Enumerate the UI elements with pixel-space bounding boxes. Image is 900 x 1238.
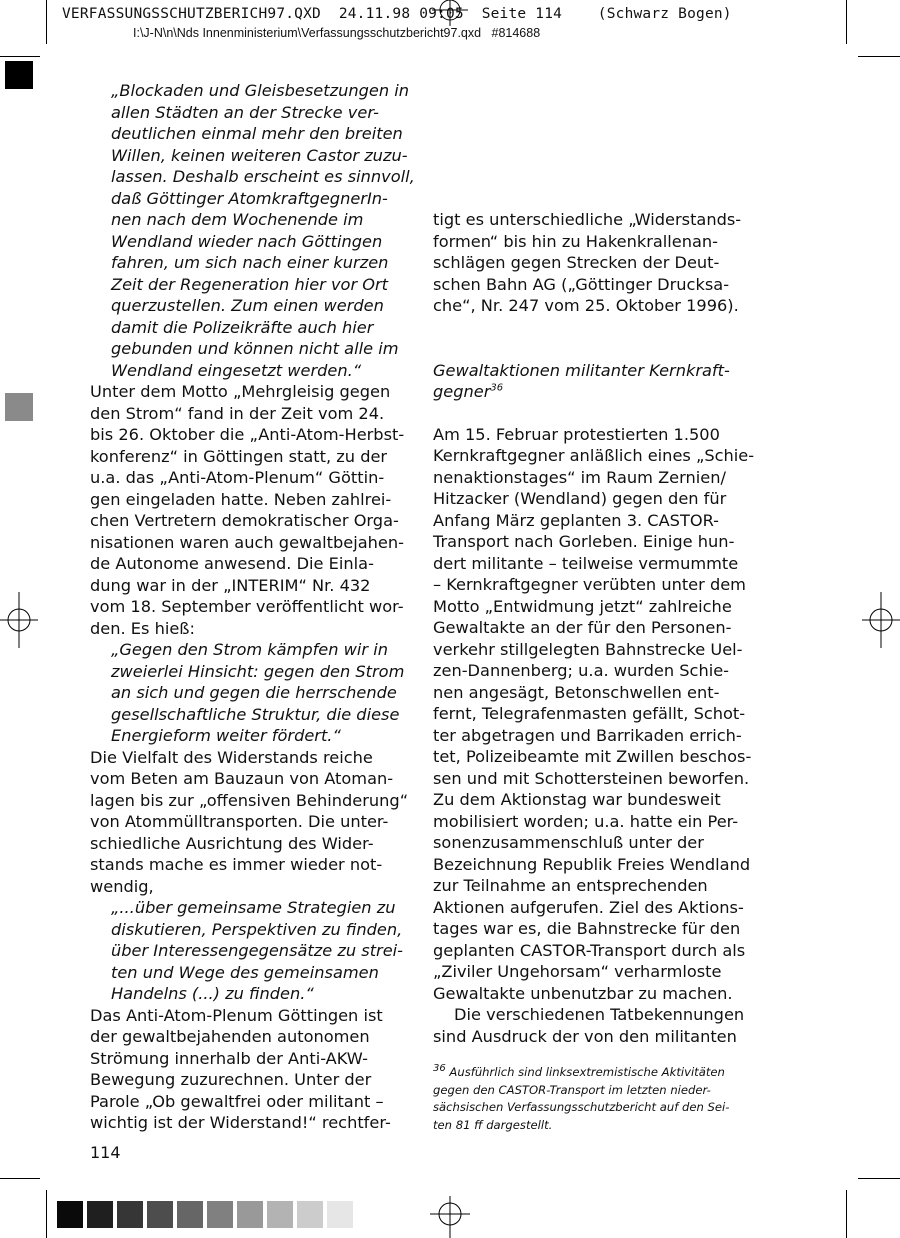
quote-line: Energieform weiter fördert.“: [111, 726, 341, 745]
text-line: verkehr stillgelegten Bahnstrecke Uel-: [433, 639, 743, 659]
text-line: sind Ausdruck der von den militanten: [433, 1026, 737, 1046]
section-heading: gegner$^{36}$: [433, 382, 504, 401]
text-line: chen Vertretern demokratischer Orga-: [90, 511, 399, 530]
text-line: Zu dem Aktionstag war bundesweit: [433, 790, 721, 809]
text-line: tet, Polizeibeamte mit Zwillen beschos-: [433, 747, 752, 766]
quote-line: über Interessengegensätze zu strei-: [111, 941, 403, 960]
footnote-line: ten 81 ff dargestellt.: [433, 1117, 553, 1132]
color-swatch: [87, 1201, 113, 1228]
footnote-line: Ausführlich sind linksextremistische Aktivitäten: [445, 1065, 725, 1079]
quote-line: gesellschaftliche Struktur, die diese: [111, 704, 400, 724]
text-line: lagen bis zur „offensiven Behinderung“: [90, 790, 409, 810]
text-line: tages war es, die Bahnstrecke für den: [433, 919, 741, 938]
text-line: bis 26. Oktober die „Anti-Atom-Herbst-: [90, 425, 405, 444]
crosshair-icon: [0, 592, 40, 648]
quote-line: Zeit der Regeneration hier vor Ort: [111, 274, 389, 294]
text-line: – Kernkraftgegner verübten unter dem: [433, 575, 746, 594]
quote-line: querzustellen. Zum einen werden: [111, 296, 384, 315]
text-line: Anfang März geplanten 3. CASTOR-: [433, 510, 720, 530]
text-line: zur Teilnahme an entsprechenden: [433, 876, 708, 895]
color-swatch: [177, 1201, 203, 1228]
color-swatch: [57, 1201, 83, 1228]
crop-mark: [858, 56, 900, 57]
text-line: vom Beten am Bauzaun von Atoman-: [90, 769, 394, 788]
page-number: 114: [90, 1143, 121, 1162]
footnote-reference[interactable]: 36: [490, 382, 504, 394]
crosshair-icon: [426, 0, 474, 26]
text-line: Die Vielfalt des Widerstands reiche: [90, 747, 373, 767]
quote-line: „Gegen den Strom kämpfen wir in: [111, 640, 388, 659]
footnote: [433, 1064, 753, 1082]
footnote-line: sächsischen Verfassungsschutzbericht auf den Sei-: [433, 1100, 730, 1114]
text-line: wichtig ist der Widerstand!“ rechtfer-: [90, 1113, 391, 1132]
text-line: Aktionen aufgerufen. Ziel des Aktions-: [433, 897, 744, 917]
text-line: „Ziviler Ungehorsam“ verharmloste: [433, 962, 722, 981]
text-line: u.a. das „Anti-Atom-Plenum“ Göttin-: [90, 468, 385, 487]
crop-mark: [846, 0, 847, 44]
continuation-paragraph: [433, 209, 753, 317]
color-swatch: [117, 1201, 143, 1228]
color-swatch: [207, 1201, 233, 1228]
quote-line: Wendland wieder nach Göttingen: [111, 231, 383, 251]
text-line: schen Bahn AG („Göttinger Drucksa-: [433, 274, 730, 294]
text-line: vom 18. September veröffentlicht wor-: [90, 597, 404, 616]
text-line: den Strom“ fand in der Zeit vom 24.: [90, 403, 385, 423]
quote-line: „Blockaden und Gleisbesetzungen in: [111, 81, 409, 100]
crop-mark: [46, 0, 47, 44]
crop-mark: [0, 56, 40, 57]
text-line: gen eingeladen hatte. Neben zahlrei-: [90, 489, 392, 509]
text-line: Motto „Entwidmung jetzt“ zahlreiche: [433, 596, 732, 616]
text-line: stands mache es immer wieder not-: [90, 855, 383, 874]
text-line: nenaktionstages“ im Raum Zernien/: [433, 467, 726, 487]
color-swatch: [267, 1201, 293, 1228]
footnote-line: gegen den CASTOR-Transport im letzten nieder-: [433, 1082, 711, 1097]
quote-line: an sich und gegen die herrschende: [111, 683, 397, 702]
text-line: de Autonome anwesend. Die Einla-: [90, 554, 374, 573]
text-line: Strömung innerhalb der Anti-AKW-: [90, 1048, 368, 1068]
text-line: formen“ bis hin zu Hakenkrallenan-: [433, 231, 719, 251]
text-line: dert militante – teilweise vermummte: [433, 553, 739, 573]
quote-line: Wendland eingesetzt werden.“: [111, 360, 362, 380]
quote-line: Handelns (...) zu finden.“: [111, 984, 314, 1003]
slug-line: VERFASSUNGSSCHUTZBERICH97.QXD 24.11.98 09:05 Seite 114 (Schwarz Bogen): [62, 6, 732, 22]
quote-line: nen nach dem Wochenende im: [111, 210, 364, 229]
quote-line: gebunden und können nicht alle im: [111, 339, 399, 358]
text-line: Transport nach Gorleben. Einige hun-: [433, 532, 735, 551]
text-line: tigt es unterschiedliche „Widerstands-: [433, 210, 742, 229]
text-line: schlägen gegen Strecken der Deut-: [433, 253, 720, 272]
crop-mark: [858, 1178, 900, 1179]
text-line: nen angesägt, Betonschwellen ent-: [433, 682, 720, 702]
text-line: Das Anti-Atom-Plenum Göttingen ist: [90, 1005, 383, 1025]
text-line: mobilisiert worden; u.a. hatte ein Per-: [433, 811, 739, 831]
text-line: Kernkraftgegner anläßlich eines „Schie-: [433, 446, 755, 465]
text-line: Die verschiedenen Tatbekennungen: [454, 1005, 745, 1024]
text-line: geplanten CASTOR-Transport durch als: [433, 940, 746, 960]
text-line: Parole „Ob gewaltfrei oder militant –: [90, 1091, 384, 1111]
text-line: Hitzacker (Wendland) gegen den für: [433, 489, 727, 508]
text-line: dung war in der „INTERIM“ Nr. 432: [90, 575, 371, 595]
black-marker: [5, 61, 33, 89]
text-line: Bezeichnung Republik Freies Wendland: [433, 854, 751, 874]
crosshair-icon: [426, 1196, 474, 1238]
text-line: fernt, Telegrafenmasten gefällt, Schot-: [433, 704, 746, 723]
crop-mark: [46, 1190, 47, 1238]
quote-line: Willen, keinen weiteren Castor zuzu-: [111, 145, 408, 165]
text-line: sen und mit Schottersteinen beworfen.: [433, 768, 750, 788]
text-line: Gewaltakte unbenutzbar zu machen.: [433, 983, 733, 1003]
gray-marker: [5, 393, 33, 421]
quote-line: daß Göttinger AtomkraftgegnerIn-: [111, 188, 388, 208]
section-body: [433, 424, 753, 1048]
text-line: zen-Dannenberg; u.a. wurden Schie-: [433, 661, 730, 680]
text-line: Gewaltakte an der für den Personen-: [433, 618, 732, 637]
quote-line: damit die Polizeikräfte auch hier: [111, 317, 374, 337]
text-line: che“, Nr. 247 vom 25. Oktober 1996).: [433, 296, 739, 315]
text-line: schiedliche Ausrichtung des Wider-: [90, 833, 374, 853]
file-path-line: I:\J-N\n\Nds Innenministerium\Verfassungsschutzbericht97.qxd #814688: [133, 26, 541, 40]
text-line: konferenz“ in Göttingen statt, zu der: [90, 446, 388, 466]
text-line: Unter dem Motto „Mehrgleisig gegen: [90, 382, 391, 401]
quote-line: diskutieren, Perspektiven zu finden,: [111, 919, 403, 939]
quote-line: allen Städten an der Strecke ver-: [111, 102, 379, 122]
text-line: Am 15. Februar protestierten 1.500: [433, 424, 720, 444]
text-line: den. Es hieß:: [90, 618, 195, 638]
crosshair-icon: [860, 592, 900, 648]
left-column: [90, 80, 415, 1134]
quote-line: zweierlei Hinsicht: gegen den Strom: [111, 661, 405, 681]
right-column: [433, 209, 753, 1134]
text-line: Bewegung zuzurechnen. Unter der: [90, 1070, 372, 1089]
text-line: der gewaltbejahenden autonomen: [90, 1027, 370, 1046]
text-line: von Atommülltransporten. Die unter-: [90, 812, 389, 831]
color-swatch: [297, 1201, 323, 1228]
text-line: wendig,: [90, 876, 154, 896]
crop-mark: [0, 1178, 40, 1179]
color-swatch: [327, 1201, 353, 1228]
text-line: sonenzusammenschluß unter der: [433, 833, 704, 852]
quote-line: fahren, um sich nach einer kurzen: [111, 253, 389, 272]
quote-line: deutlichen einmal mehr den breiten: [111, 124, 403, 143]
footnote-number: 36: [433, 1063, 446, 1075]
text-line: ter abgetragen und Barrikaden errich-: [433, 725, 742, 745]
quote-line: lassen. Deshalb erscheint es sinnvoll,: [111, 167, 415, 186]
crop-mark: [846, 1190, 847, 1238]
color-swatch: [147, 1201, 173, 1228]
quote-line: „...über gemeinsame Strategien zu: [111, 898, 396, 917]
text-line: nisationen waren auch gewaltbejahen-: [90, 532, 404, 552]
section-heading: Gewaltaktionen militanter Kernkraft-: [433, 360, 730, 380]
quote-line: ten und Wege des gemeinsamen: [111, 962, 379, 982]
color-swatch: [237, 1201, 263, 1228]
